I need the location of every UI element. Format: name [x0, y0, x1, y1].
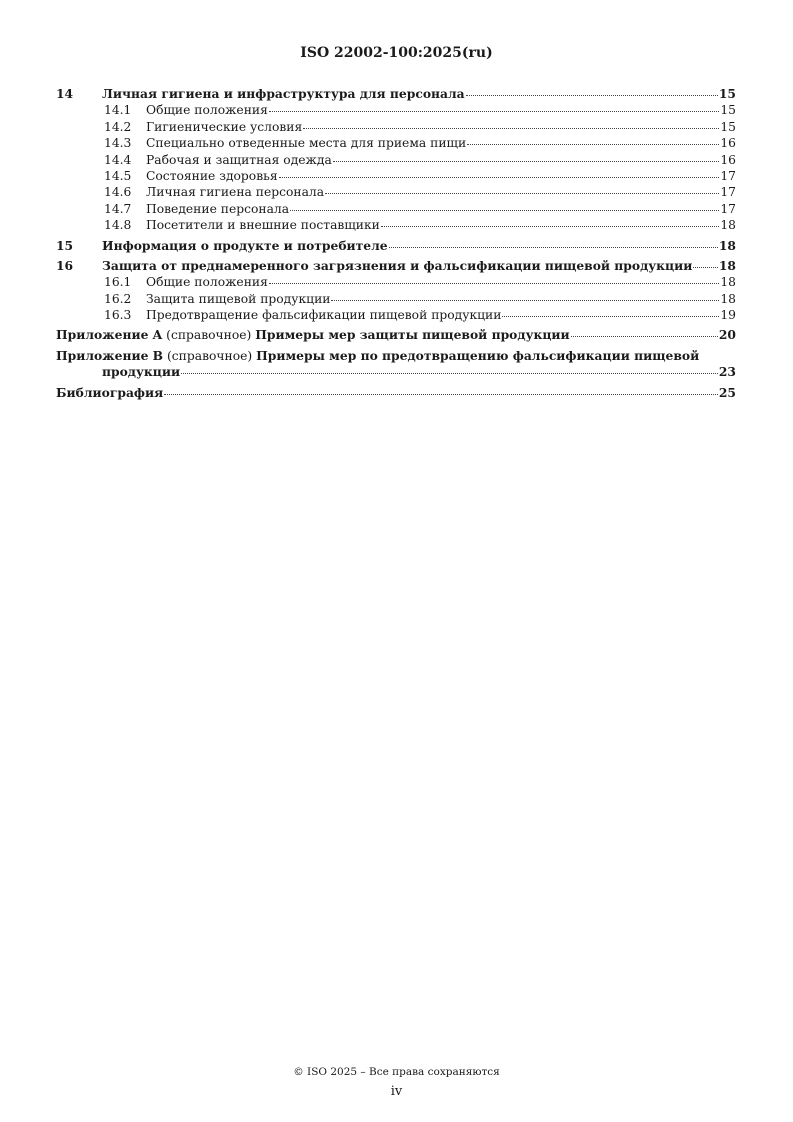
dot-leader	[467, 144, 719, 145]
page-number: iv	[390, 1084, 403, 1099]
toc-page: 18	[720, 218, 736, 233]
toc-page: 17	[720, 201, 736, 216]
dot-leader	[389, 247, 718, 248]
toc-number: 16	[56, 257, 74, 273]
toc-page: 20	[718, 327, 736, 343]
dot-leader	[502, 316, 719, 317]
toc-entry-annex-a[interactable]	[56, 327, 736, 343]
toc-number: 14.8	[104, 218, 132, 233]
dot-leader	[290, 210, 719, 211]
toc-title: Рабочая и защитная одежда	[146, 152, 332, 167]
toc-page: 23	[718, 364, 736, 380]
toc-title: Личная гигиена и инфраструктура для персонала	[102, 86, 465, 101]
toc-page: 16	[720, 136, 736, 151]
toc-number: 16.2	[104, 291, 132, 306]
toc-number: 14.7	[104, 201, 132, 216]
annex-label: Приложение B	[56, 347, 164, 363]
toc-number: 15	[56, 237, 74, 253]
toc-title: Посетители и внешние поставщики	[146, 218, 380, 233]
annex-b-heading	[56, 348, 736, 364]
toc-entry-14-7[interactable]	[56, 201, 736, 217]
toc-entry-16-3[interactable]	[56, 307, 736, 323]
dot-leader	[279, 177, 720, 178]
annex-type: (справочное)	[167, 348, 253, 363]
toc-page: 15	[718, 86, 736, 101]
annex-b-continuation	[56, 364, 736, 380]
toc-title: Личная гигиена персонала	[146, 185, 325, 200]
toc-number: 14.1	[104, 103, 132, 118]
dot-leader	[325, 193, 719, 194]
dot-leader	[333, 161, 720, 162]
dot-leader	[269, 283, 719, 284]
toc-entry-16-1[interactable]	[56, 274, 736, 290]
toc-page: 19	[720, 308, 736, 323]
toc-entry-14-6[interactable]	[56, 184, 736, 200]
toc-page: 17	[720, 168, 736, 183]
toc-entry-16-2[interactable]	[56, 291, 736, 307]
toc-entry-14-8[interactable]	[56, 217, 736, 233]
toc-entry-annex-b[interactable]	[56, 348, 736, 381]
copyright-notice: © ISO 2025 – Все права сохраняются	[293, 1066, 500, 1078]
dot-leader	[331, 300, 719, 301]
toc-number: 14	[56, 86, 74, 101]
toc-title: Предотвращение фальсификации пищевой продукции	[146, 308, 502, 323]
annex-title-continued: продукции	[102, 364, 181, 380]
toc-page: 18	[720, 275, 736, 290]
dot-leader	[466, 95, 718, 96]
annex-type: (справочное)	[166, 328, 252, 343]
dot-leader	[303, 128, 719, 129]
dot-leader	[693, 267, 717, 268]
toc-entry-14[interactable]	[56, 86, 736, 102]
annex-title: Примеры мер защиты пищевой продукции	[255, 327, 570, 343]
toc-title: Общие положения	[146, 275, 268, 290]
toc-title: Поведение персонала	[146, 201, 290, 216]
toc-entry-14-2[interactable]	[56, 119, 736, 135]
toc-entry-14-3[interactable]	[56, 135, 736, 151]
toc-page: 16	[720, 152, 736, 167]
dot-leader	[571, 336, 718, 337]
annex-label: Приложение A	[56, 327, 163, 343]
toc-entry-14-1[interactable]	[56, 102, 736, 118]
document-header: ISO 22002-100:2025(ru)	[300, 45, 493, 61]
toc-page: 15	[720, 119, 736, 134]
toc-title: Защита от преднамеренного загрязнения и фальсификации пищевой продукции	[102, 257, 693, 273]
toc-number: 14.5	[104, 168, 132, 183]
toc-entry-bibliography[interactable]	[56, 385, 736, 401]
toc-title: Специально отведенные места для приема пищи	[146, 136, 467, 151]
dot-leader	[269, 111, 719, 112]
toc-number: 14.4	[104, 152, 132, 167]
toc-number: 14.3	[104, 136, 132, 151]
dot-leader	[181, 373, 718, 374]
toc-entry-15[interactable]	[56, 238, 736, 254]
toc-entry-16[interactable]	[56, 258, 736, 274]
toc-page: 18	[720, 291, 736, 306]
toc-number: 16.1	[104, 275, 132, 290]
toc-title: Защита пищевой продукции	[146, 291, 331, 306]
toc-number: 16.3	[104, 308, 132, 323]
toc-number: 14.6	[104, 185, 132, 200]
toc-page: 18	[718, 237, 736, 253]
toc-page: 15	[720, 103, 736, 118]
toc-page: 17	[720, 185, 736, 200]
table-of-contents	[56, 86, 736, 401]
dot-leader	[164, 394, 718, 395]
dot-leader	[381, 226, 719, 227]
toc-title: Информация о продукте и потребителе	[102, 237, 388, 253]
toc-number: 14.2	[104, 119, 132, 134]
toc-entry-14-5[interactable]	[56, 168, 736, 184]
toc-title: Общие положения	[146, 103, 268, 118]
annex-title: Примеры мер по предотвращению фальсификации пищевой	[256, 347, 700, 363]
toc-title: Библиография	[56, 384, 164, 400]
toc-page: 18	[718, 257, 736, 273]
toc-entry-14-4[interactable]	[56, 152, 736, 168]
toc-title: Гигиенические условия	[146, 119, 303, 134]
toc-page: 25	[718, 384, 736, 400]
annex-a-heading	[56, 327, 570, 343]
toc-title: Состояние здоровья	[146, 168, 278, 183]
